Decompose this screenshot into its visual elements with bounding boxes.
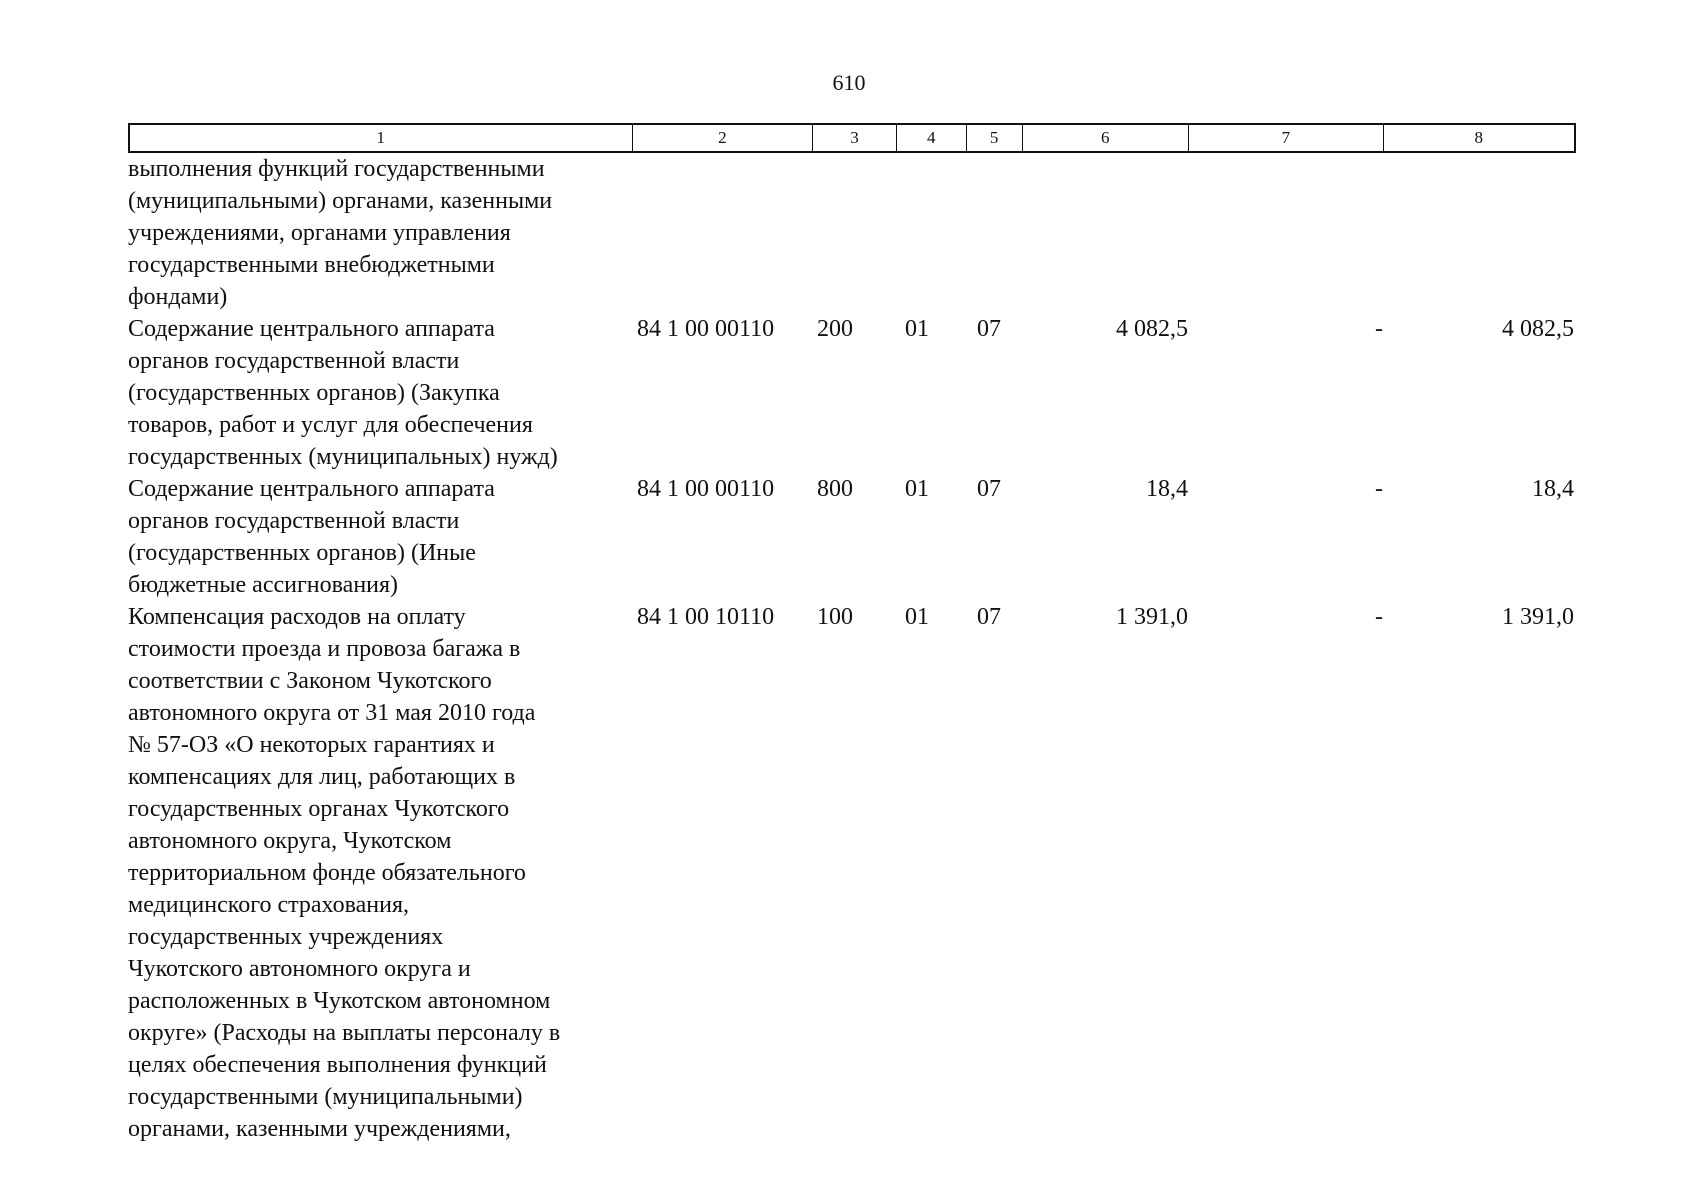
row-code: 84 1 00 00110 [637, 476, 775, 502]
column-header-3: 3 [813, 125, 897, 151]
row-change: - [1375, 316, 1383, 342]
row-type: 800 [817, 476, 853, 502]
row-change: - [1375, 476, 1383, 502]
description-line: (государственных органов) (Иные [128, 540, 476, 566]
table-row [128, 153, 1576, 313]
row-total [1385, 153, 1576, 313]
description-line: государственных (муниципальных) нужд) [128, 444, 558, 470]
row-type: 100 [817, 604, 853, 630]
column-header-7: 7 [1189, 125, 1383, 151]
description-line: Чукотского автономного округа и [128, 956, 471, 982]
description-line: округе» (Расходы на выплаты персоналу в [128, 1020, 561, 1046]
description-line: государственных органах Чукотского [128, 796, 510, 822]
table-header-row [128, 123, 1576, 153]
row-amount: 18,4 [1146, 476, 1188, 502]
column-header-4: 4 [897, 125, 967, 151]
row-code: 84 1 00 00110 [637, 316, 775, 342]
description-line: выполнения функций государственными [128, 156, 545, 182]
row-subsection [967, 153, 1023, 313]
row-code [632, 153, 813, 313]
table-row [128, 473, 1576, 601]
description-line: учреждениями, органами управления [128, 220, 511, 246]
description-line: Содержание центрального аппарата [128, 476, 495, 502]
description-line: целях обеспечения выполнения функций [128, 1052, 547, 1078]
column-header-5: 5 [967, 125, 1023, 151]
row-change [1190, 153, 1385, 313]
row-description [128, 473, 632, 601]
row-amount [1023, 153, 1190, 313]
description-line: бюджетные ассигнования) [128, 572, 399, 598]
row-section [897, 153, 967, 313]
row-subsection: 07 [977, 316, 1001, 342]
column-header-8: 8 [1474, 128, 1484, 147]
description-line: расположенных в Чукотском автономном [128, 988, 551, 1014]
description-line: (государственных органов) (Закупка [128, 380, 500, 406]
description-line: государственных учреждениях [128, 924, 444, 950]
row-amount: 4 082,5 [1116, 316, 1188, 342]
page-number: 610 [832, 70, 866, 95]
description-line: стоимости проезда и провоза багажа в [128, 636, 521, 662]
description-line: Компенсация расходов на оплату [128, 604, 466, 630]
description-line: автономного округа, Чукотском [128, 828, 452, 854]
row-description [128, 601, 632, 1145]
row-description [128, 153, 632, 313]
row-description [128, 313, 632, 473]
row-section: 01 [905, 316, 929, 342]
description-line: органов государственной власти [128, 348, 460, 374]
description-line: фондами) [128, 284, 228, 310]
description-line: автономного округа от 31 мая 2010 года [128, 700, 536, 726]
budget-table [128, 123, 1576, 1145]
column-header-2: 2 [633, 125, 814, 151]
description-line: органами, казенными учреждениями, [128, 1116, 511, 1142]
table-row [128, 601, 1576, 1145]
row-amount: 1 391,0 [1116, 604, 1188, 630]
description-line: соответствии с Законом Чукотского [128, 668, 492, 694]
row-total: 4 082,5 [1502, 316, 1574, 342]
row-section: 01 [905, 476, 929, 502]
description-line: Содержание центрального аппарата [128, 316, 495, 342]
description-line: № 57-ОЗ «О некоторых гарантиях и [128, 732, 495, 758]
description-line: территориальном фонде обязательного [128, 860, 526, 886]
description-line: государственными (муниципальными) [128, 1084, 523, 1110]
row-subsection: 07 [977, 476, 1001, 502]
table-row [128, 313, 1576, 473]
row-type: 200 [817, 316, 853, 342]
row-total: 1 391,0 [1502, 604, 1574, 630]
column-header-6: 6 [1023, 125, 1190, 151]
description-line: органов государственной власти [128, 508, 460, 534]
row-subsection: 07 [977, 604, 1001, 630]
description-line: (муниципальными) органами, казенными [128, 188, 553, 214]
row-change: - [1375, 604, 1383, 630]
row-section: 01 [905, 604, 929, 630]
description-line: компенсациях для лиц, работающих в [128, 764, 516, 790]
column-header-1: 1 [130, 125, 633, 151]
row-type [813, 153, 897, 313]
description-line: государственными внебюджетными [128, 252, 495, 278]
description-line: медицинского страхования, [128, 892, 410, 918]
row-total: 18,4 [1532, 476, 1574, 502]
description-line: товаров, работ и услуг для обеспечения [128, 412, 533, 438]
row-code: 84 1 00 10110 [637, 604, 775, 630]
